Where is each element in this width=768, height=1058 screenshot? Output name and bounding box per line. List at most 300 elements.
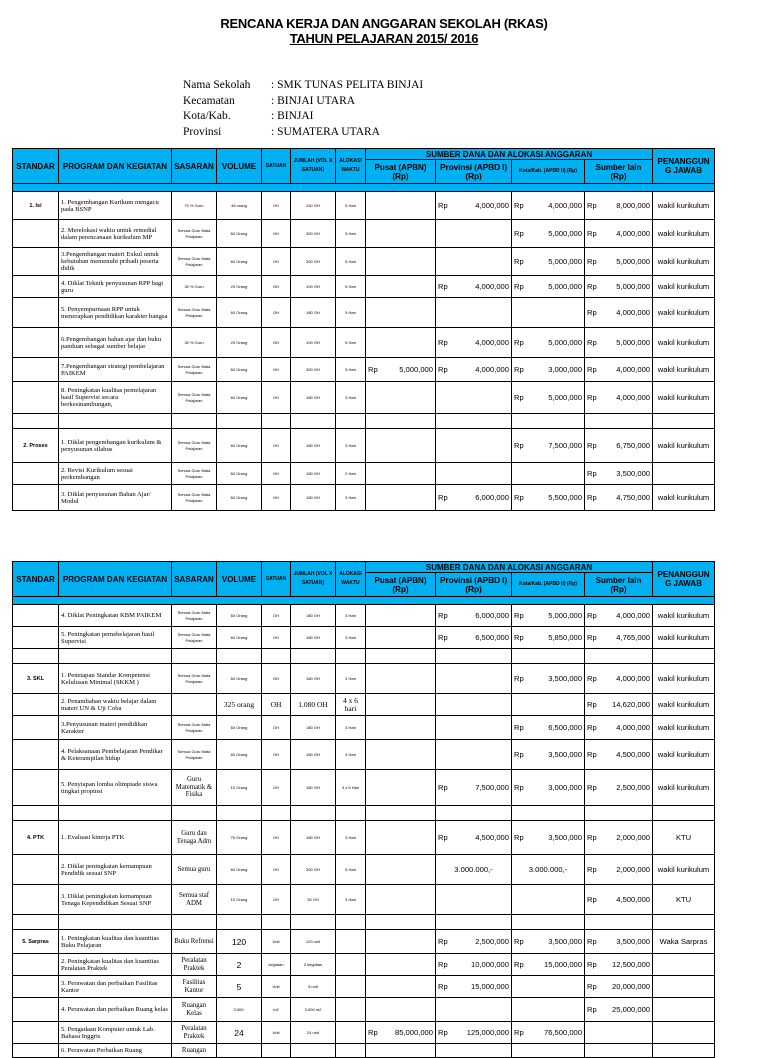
penanggung-jawab-cell: KTU [653, 821, 715, 855]
empty-cell [291, 649, 336, 664]
sasaran-cell: Buku Refrensi [172, 930, 217, 954]
empty-cell [291, 806, 336, 821]
penanggung-jawab-cell: wakil kurikulum [653, 716, 715, 740]
standar-cell [13, 976, 59, 998]
sumber-lain-amount-cell [585, 276, 653, 298]
currency-label: Rp [587, 723, 597, 732]
empty-cell [436, 649, 512, 664]
header-volume: VOLUME [217, 562, 262, 597]
standar-cell [13, 358, 59, 382]
empty-cell [172, 915, 217, 930]
currency-label: Rp [514, 633, 524, 642]
standar-cell: 4. PTK [13, 821, 59, 855]
volume-cell: 20 Orang [217, 328, 262, 358]
program-cell: 2. Penambahan waktu belajar dalam materi UN & Uji Coba [59, 694, 172, 716]
provinsi-amount-cell [436, 885, 512, 915]
amount-value: 3,000,000 [548, 783, 582, 792]
empty-cell [172, 649, 217, 664]
program-cell: 4. Pelaksanaan Pembelajaran Pendikar & Keterampilan hidup [59, 740, 172, 770]
provinsi-amount-cell [436, 716, 512, 740]
penanggung-jawab-cell [653, 463, 715, 485]
amount-value: 6,500,000 [548, 723, 582, 732]
currency-label: Rp [514, 441, 524, 450]
header-alokasi: ALOKASI WAKTU [336, 149, 366, 184]
jumlah-cell: 300 OH [291, 855, 336, 885]
amount-value: 6,500,000 [475, 633, 509, 642]
amount-value: 12,500,000 [612, 960, 651, 969]
currency-label: Rp [514, 282, 524, 291]
amount-value: 3,000,000 [548, 365, 582, 374]
kota-amount-cell [512, 954, 585, 976]
alokasi-cell: 3 Hari [336, 716, 366, 740]
currency-label: Rp [438, 633, 448, 642]
penanggung-jawab-cell: wakil kurikulum [653, 429, 715, 463]
currency-label: Rp [438, 960, 448, 969]
amount-value: 5,000,000 [548, 282, 582, 291]
satuan-cell: OH [262, 821, 291, 855]
volume-cell: 60 Orang [217, 382, 262, 414]
jumlah-cell: 180 OH [291, 298, 336, 328]
alokasi-cell: 4 x 6 hari [336, 694, 366, 716]
standar-cell [13, 627, 59, 649]
empty-cell [436, 806, 512, 821]
sasaran-cell: Semua Guru Mata Pelajaran [172, 248, 217, 276]
satuan-cell: OH [262, 429, 291, 463]
empty-cell [13, 649, 59, 664]
kota-amount-cell [512, 276, 585, 298]
kota-amount-cell [512, 998, 585, 1022]
satuan-cell: OH [262, 855, 291, 885]
document-subtitle: TAHUN PELAJARAN 2015/ 2016 [289, 31, 479, 46]
sumber-lain-amount-cell [585, 664, 653, 694]
sasaran-cell: Semua staf ADM [172, 885, 217, 915]
satuan-cell: OH [262, 605, 291, 627]
satuan-cell: OH [262, 192, 291, 220]
program-cell: 6. Perawatan Perbaikan Ruang [59, 1044, 172, 1058]
pusat-amount-cell [366, 694, 436, 716]
header-provinsi: Provinsi (APBD I) (Rp) [436, 573, 512, 597]
jumlah-cell: 240 OH [291, 192, 336, 220]
empty-cell [13, 806, 59, 821]
header-pusat: Pusat (APBN) (Rp) [366, 160, 436, 184]
amount-value: 4,765,000 [616, 633, 651, 642]
sasaran-cell: Semua Guru Mata Pelajaran [172, 716, 217, 740]
info-row [183, 125, 423, 141]
penanggung-jawab-cell: KTU [653, 885, 715, 915]
pusat-amount-cell [366, 740, 436, 770]
currency-label: Rp [438, 982, 448, 991]
pusat-amount-cell [366, 627, 436, 649]
provinsi-amount-cell [436, 664, 512, 694]
standar-cell [13, 220, 59, 248]
currency-label: Rp [438, 201, 448, 210]
header-program: PROGRAM DAN KEGIATAN [59, 562, 172, 597]
amount-value: 4,000,000 [475, 365, 509, 374]
amount-value: 3,500,000 [548, 937, 582, 946]
sumber-lain-amount-cell [585, 328, 653, 358]
satuan-cell: OH [262, 770, 291, 806]
satuan-cell [262, 1044, 291, 1058]
penanggung-jawab-cell: wakil kurikulum [653, 382, 715, 414]
amount-value: 4,500,000 [616, 750, 651, 759]
sumber-lain-amount-cell [585, 976, 653, 998]
empty-cell [13, 414, 59, 429]
empty-cell [172, 806, 217, 821]
provinsi-amount-cell [436, 976, 512, 998]
empty-cell [336, 806, 366, 821]
satuan-cell: OH [262, 358, 291, 382]
sumber-lain-amount-cell [585, 627, 653, 649]
provinsi-amount-cell [436, 276, 512, 298]
alokasi-cell: 3 x 6 Hari [336, 770, 366, 806]
pusat-amount-cell [366, 770, 436, 806]
currency-label: Rp [368, 365, 378, 374]
amount-value: 4,000,000 [616, 393, 651, 402]
standar-cell [13, 485, 59, 511]
table-row [13, 1022, 715, 1044]
sasaran-cell: Ruangan Kelas [172, 998, 217, 1022]
empty-cell [291, 414, 336, 429]
amount-value: 5,000,000 [548, 257, 582, 266]
jumlah-cell: 180 OH [291, 716, 336, 740]
satuan-cell: OH [262, 716, 291, 740]
volume-cell: 10 Orang [217, 885, 262, 915]
sumber-lain-amount-cell [585, 298, 653, 328]
pusat-amount-cell [366, 930, 436, 954]
amount-value: 4,000,000 [616, 229, 651, 238]
sumber-lain-amount-cell [585, 694, 653, 716]
program-cell: 5. Penyempurnaan RPP untuk menerapkan pendidikan karakter bangsa [59, 298, 172, 328]
empty-cell [653, 649, 715, 664]
amount-value: 4,500,000 [475, 833, 509, 842]
amount-value: 3,500,000 [548, 750, 582, 759]
program-cell: 5. Penyiapan lomba olimpiade siswa tingkat propinsi [59, 770, 172, 806]
sasaran-cell: Semua Guru Mata Pelajaran [172, 429, 217, 463]
jumlah-cell: 180 OH [291, 664, 336, 694]
empty-cell [336, 915, 366, 930]
alokasi-cell: 3 Hari [336, 429, 366, 463]
table-row [13, 276, 715, 298]
program-cell: 2. Peningkatan kualitas dan kuantitas Peralatan Praktek [59, 954, 172, 976]
header-jumlah: JUMLAH (VOL X SATUAN) [291, 562, 336, 597]
header-sumber-lain: Sumber lain (Rp) [585, 160, 653, 184]
header-provinsi: Provinsi (APBD I) (Rp) [436, 160, 512, 184]
penanggung-jawab-cell: wakil kurikulum [653, 770, 715, 806]
currency-label: Rp [587, 493, 597, 502]
pusat-amount-cell [366, 976, 436, 998]
pusat-amount-cell [366, 998, 436, 1022]
info-row [183, 94, 423, 110]
amount-value: 5,000,000 [548, 611, 582, 620]
volume-cell: 60 Orang [217, 429, 262, 463]
sumber-lain-amount-cell [585, 954, 653, 976]
kota-amount-cell: 3.000.000,- [512, 855, 585, 885]
volume-cell: 325 orang [217, 694, 262, 716]
alokasi-cell: 5 Hari [336, 192, 366, 220]
sasaran-cell: 30 % Guru [172, 328, 217, 358]
provinsi-amount-cell [436, 192, 512, 220]
table-row [13, 885, 715, 915]
rkas-table-page2 [12, 561, 715, 1058]
penanggung-jawab-cell: wakil kurikulum [653, 276, 715, 298]
provinsi-amount-cell [436, 328, 512, 358]
sumber-lain-amount-cell [585, 930, 653, 954]
empty-cell [217, 414, 262, 429]
currency-label: Rp [587, 441, 597, 450]
provinsi-amount-cell [436, 429, 512, 463]
pusat-amount-cell [366, 463, 436, 485]
satuan-cell: OH [262, 382, 291, 414]
provinsi-amount-cell [436, 358, 512, 382]
penanggung-jawab-cell: wakil kurikulum [653, 298, 715, 328]
kota-amount-cell [512, 716, 585, 740]
amount-value: 5,500,000 [548, 493, 582, 502]
standar-cell [13, 276, 59, 298]
sumber-lain-amount-cell [585, 716, 653, 740]
document-title: RENCANA KERJA DAN ANGGARAN SEKOLAH (RKAS) [220, 16, 548, 31]
standar-cell [13, 954, 59, 976]
standar-cell [13, 382, 59, 414]
provinsi-amount-cell [436, 605, 512, 627]
kota-amount-cell [512, 192, 585, 220]
sasaran-cell: Semua Guru Mata Pelajaran [172, 664, 217, 694]
amount-value: 10,000,000 [470, 960, 509, 969]
program-cell: 6.Pengembangan bahan ajar dan buku panduan sebagai sumber belajar [59, 328, 172, 358]
amount-value: 3,500,000 [548, 674, 582, 683]
empty-cell [512, 414, 585, 429]
table-row [13, 220, 715, 248]
amount-value: 6,000,000 [475, 493, 509, 502]
alokasi-cell: 3 Hari [336, 740, 366, 770]
standar-cell [13, 248, 59, 276]
empty-cell [59, 649, 172, 664]
satuan-cell: OH [262, 220, 291, 248]
volume-cell [217, 1044, 262, 1058]
currency-label: Rp [514, 257, 524, 266]
jumlah-cell: 180 OH [291, 627, 336, 649]
penanggung-jawab-cell: wakil kurikulum [653, 855, 715, 885]
sumber-lain-amount-cell [585, 192, 653, 220]
currency-label: Rp [368, 1028, 378, 1037]
info-value: : SUMATERA UTARA [271, 125, 380, 138]
sasaran-cell: 70 % Guru [172, 192, 217, 220]
program-cell: 3. Diklat penyusunan Bahan Ajar/ Modul [59, 485, 172, 511]
sasaran-cell: Semua Guru Mata Pelajaran [172, 605, 217, 627]
amount-value: 5,000,000 [548, 393, 582, 402]
alokasi-cell: 3 Hari [336, 485, 366, 511]
satuan-cell: Unit [262, 976, 291, 998]
program-cell: 1. Pengembangan Kurikum mengacu pada BSNP [59, 192, 172, 220]
pusat-amount-cell [366, 298, 436, 328]
satuan-cell: OH [262, 248, 291, 276]
table-row [13, 821, 715, 855]
amount-value: 4,000,000 [616, 611, 651, 620]
amount-value: 76,500,000 [543, 1028, 582, 1037]
currency-label: Rp [587, 1005, 597, 1014]
empty-cell [59, 915, 172, 930]
sumber-lain-amount-cell [585, 382, 653, 414]
header-band-cell [13, 184, 715, 192]
empty-cell [217, 649, 262, 664]
jumlah-cell: 180 OH [291, 821, 336, 855]
provinsi-amount-cell [436, 248, 512, 276]
alokasi-cell: 2 Hari [336, 463, 366, 485]
amount-value: 4,000,000 [475, 282, 509, 291]
currency-label: Rp [438, 783, 448, 792]
provinsi-amount-cell [436, 485, 512, 511]
header-standar: STANDAR [13, 149, 59, 184]
amount-value: 4,000,000 [475, 338, 509, 347]
table-row [13, 248, 715, 276]
amount-value: 2,000,000 [616, 833, 651, 842]
sasaran-cell: Ruangan [172, 1044, 217, 1058]
currency-label: Rp [514, 783, 524, 792]
currency-label: Rp [514, 611, 524, 620]
currency-label: Rp [514, 229, 524, 238]
kota-amount-cell [512, 821, 585, 855]
amount-value: 6,000,000 [475, 611, 509, 620]
sasaran-cell: Guru dan Tenaga Adm [172, 821, 217, 855]
volume-cell: 10 Orang [217, 770, 262, 806]
sasaran-cell: Semua Guru Mata Pelajaran [172, 485, 217, 511]
table-row [13, 463, 715, 485]
satuan-cell: OH [262, 298, 291, 328]
volume-cell: 60 Orang [217, 248, 262, 276]
kota-amount-cell [512, 248, 585, 276]
pusat-amount-cell [366, 429, 436, 463]
standar-cell [13, 885, 59, 915]
empty-cell [585, 806, 653, 821]
spacer-row [13, 806, 715, 821]
empty-cell [291, 915, 336, 930]
volume-cell: 3.000. [217, 998, 262, 1022]
program-cell: 3.Penyusunan materi pendidikan Karakter [59, 716, 172, 740]
empty-cell [653, 806, 715, 821]
satuan-cell: OH [262, 740, 291, 770]
penanggung-jawab-cell [653, 1044, 715, 1058]
sasaran-cell: 30 % Guru [172, 276, 217, 298]
header-sumber-dana: SUMBER DANA DAN ALOKASI ANGGARAN [366, 562, 653, 573]
kota-amount-cell [512, 1022, 585, 1044]
currency-label: Rp [514, 937, 524, 946]
empty-cell [436, 414, 512, 429]
empty-cell [512, 649, 585, 664]
empty-cell [585, 649, 653, 664]
empty-cell [336, 649, 366, 664]
header-band [13, 184, 715, 192]
amount-value: 2,500,000 [475, 937, 509, 946]
alokasi-cell: 3 Hari [336, 298, 366, 328]
currency-label: Rp [438, 282, 448, 291]
currency-label: Rp [587, 700, 597, 709]
jumlah-cell: 180 OH [291, 382, 336, 414]
amount-value: 2,500,000 [616, 783, 651, 792]
penanggung-jawab-cell: wakil kurikulum [653, 605, 715, 627]
empty-cell [217, 806, 262, 821]
sumber-lain-amount-cell [585, 605, 653, 627]
sumber-lain-amount-cell [585, 248, 653, 276]
info-label: Nama Sekolah [183, 79, 251, 91]
pusat-amount-cell [366, 358, 436, 382]
currency-label: Rp [438, 833, 448, 842]
provinsi-amount-cell [436, 954, 512, 976]
alokasi-cell: 3 Hari [336, 382, 366, 414]
penanggung-jawab-cell: wakil kurikulum [653, 664, 715, 694]
amount-value: 7,500,000 [548, 441, 582, 450]
sasaran-cell: Guru Matematik & Fisika [172, 770, 217, 806]
standar-cell [13, 694, 59, 716]
amount-value: 5,000,000 [548, 229, 582, 238]
table-row [13, 930, 715, 954]
school-info [183, 78, 423, 140]
currency-label: Rp [587, 201, 597, 210]
table-row [13, 976, 715, 998]
pusat-amount-cell [366, 821, 436, 855]
empty-cell [59, 806, 172, 821]
alokasi-cell: 5 Hari [336, 248, 366, 276]
penanggung-jawab-cell: wakil kurikulum [653, 328, 715, 358]
penanggung-jawab-cell: wakil kurikulum [653, 485, 715, 511]
penanggung-jawab-cell: wakil kurikulum [653, 192, 715, 220]
currency-label: Rp [587, 365, 597, 374]
kota-amount-cell [512, 463, 585, 485]
sumber-lain-amount-cell [585, 220, 653, 248]
kota-amount-cell [512, 429, 585, 463]
program-cell: 5. Pengadaan Komputer untuk Lab. Bahasa Inggris [59, 1022, 172, 1044]
table-row [13, 328, 715, 358]
alokasi-cell: 5 Hari [336, 328, 366, 358]
amount-value: 125,000,000 [466, 1028, 509, 1037]
amount-value: 5,000,000 [616, 282, 651, 291]
alokasi-cell: 3 Hari [336, 605, 366, 627]
amount-value: 5,000,000 [399, 365, 433, 374]
satuan-cell: Unit [262, 930, 291, 954]
pusat-amount-cell [366, 605, 436, 627]
currency-label: Rp [587, 833, 597, 842]
volume-cell: 48 orang [217, 192, 262, 220]
currency-label: Rp [514, 493, 524, 502]
amount-value: 3,500,000 [548, 833, 582, 842]
jumlah-cell: 180 OH [291, 740, 336, 770]
pusat-amount-cell [366, 1022, 436, 1044]
volume-cell: 60 Orang [217, 716, 262, 740]
table-row [13, 954, 715, 976]
empty-cell [366, 806, 436, 821]
rkas-table-page1 [12, 148, 715, 511]
currency-label: Rp [514, 201, 524, 210]
header-jumlah: JUMLAH (VOL X SATUAN) [291, 149, 336, 184]
standar-cell [13, 740, 59, 770]
currency-label: Rp [587, 308, 597, 317]
spacer-row [13, 649, 715, 664]
volume-cell: 60 Orang [217, 358, 262, 382]
currency-label: Rp [438, 937, 448, 946]
header-penanggung-jawab: PENANGGUN G JAWAB [653, 562, 715, 597]
header-band-cell [13, 597, 715, 605]
standar-cell [13, 1044, 59, 1058]
kota-amount-cell [512, 885, 585, 915]
volume-cell: 60 Orang [217, 220, 262, 248]
jumlah-cell: 2 kegiatan [291, 954, 336, 976]
empty-cell [13, 915, 59, 930]
sumber-lain-amount-cell [585, 1044, 653, 1058]
alokasi-cell: 5 Hari [336, 855, 366, 885]
sasaran-cell: Peralatan Praktek [172, 1022, 217, 1044]
kota-amount-cell [512, 382, 585, 414]
alokasi-cell: 3 Hari [336, 885, 366, 915]
penanggung-jawab-cell [653, 954, 715, 976]
sasaran-cell: Semua Guru Mata Pelajaran [172, 627, 217, 649]
